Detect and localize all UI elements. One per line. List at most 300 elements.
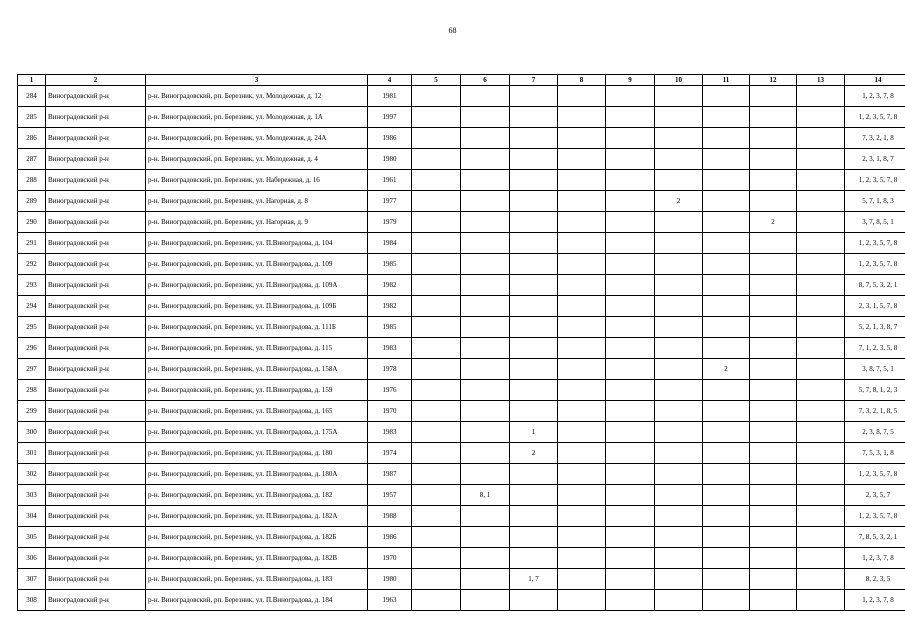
column-header: 4 (368, 75, 412, 86)
district-cell: Виноградовский р-н (46, 212, 146, 233)
col9-cell (606, 380, 655, 401)
col14-cell: 1, 2, 3, 5, 7, 8 (845, 170, 905, 191)
row-number: 288 (18, 170, 46, 191)
col8-cell (558, 359, 606, 380)
address-cell: р-н. Виноградовский, рп. Березник, ул. Молодежная, д. 1А (146, 107, 368, 128)
row-number: 293 (18, 275, 46, 296)
district-cell: Виноградовский р-н (46, 86, 146, 107)
col11-cell (703, 422, 750, 443)
col12-cell (750, 590, 797, 611)
col9-cell (606, 359, 655, 380)
row-number: 284 (18, 86, 46, 107)
col11-cell (703, 317, 750, 338)
col11-cell (703, 191, 750, 212)
column-header: 1 (18, 75, 46, 86)
col13-cell (797, 527, 845, 548)
col6-cell (461, 422, 510, 443)
district-cell: Виноградовский р-н (46, 590, 146, 611)
col13-cell (797, 170, 845, 191)
col10-cell (655, 296, 703, 317)
col14-cell: 8, 7, 5, 3, 2, 1 (845, 275, 905, 296)
col12-cell (750, 317, 797, 338)
row-number: 303 (18, 485, 46, 506)
year-cell: 1988 (368, 506, 412, 527)
col10-cell: 2 (655, 191, 703, 212)
col13-cell (797, 359, 845, 380)
district-cell: Виноградовский р-н (46, 128, 146, 149)
year-cell: 1986 (368, 527, 412, 548)
col9-cell (606, 317, 655, 338)
address-cell: р-н. Виноградовский, рп. Березник, ул. П.Виноградова, д. 104 (146, 233, 368, 254)
address-cell: р-н. Виноградовский, рп. Березник, ул. Молодежная, д. 24А (146, 128, 368, 149)
col9-cell (606, 464, 655, 485)
col11-cell (703, 254, 750, 275)
district-cell: Виноградовский р-н (46, 380, 146, 401)
col10-cell (655, 401, 703, 422)
table-row (18, 317, 905, 338)
col10-cell (655, 506, 703, 527)
year-cell: 1986 (368, 128, 412, 149)
col11-cell (703, 275, 750, 296)
col6-cell (461, 380, 510, 401)
row-number: 286 (18, 128, 46, 149)
col7-cell (510, 170, 558, 191)
col10-cell (655, 107, 703, 128)
col11-cell (703, 569, 750, 590)
col5-cell (412, 506, 461, 527)
table-body (18, 86, 905, 611)
col12-cell (750, 569, 797, 590)
col11-cell (703, 527, 750, 548)
col6-cell (461, 275, 510, 296)
col6-cell (461, 443, 510, 464)
table-row (18, 107, 905, 128)
col5-cell (412, 338, 461, 359)
table-row (18, 233, 905, 254)
col5-cell (412, 275, 461, 296)
col13-cell (797, 296, 845, 317)
col5-cell (412, 212, 461, 233)
table-row (18, 401, 905, 422)
row-number: 304 (18, 506, 46, 527)
row-number: 296 (18, 338, 46, 359)
col10-cell (655, 422, 703, 443)
district-cell: Виноградовский р-н (46, 506, 146, 527)
col11-cell (703, 296, 750, 317)
col7-cell (510, 338, 558, 359)
address-cell: р-н. Виноградовский, рп. Березник, ул. П.Виноградова, д. 183 (146, 569, 368, 590)
col5-cell (412, 128, 461, 149)
col14-cell: 7, 8, 5, 3, 2, 1 (845, 527, 905, 548)
col5-cell (412, 254, 461, 275)
address-cell: р-н. Виноградовский, рп. Березник, ул. П.Виноградова, д. 109А (146, 275, 368, 296)
col5-cell (412, 107, 461, 128)
col12-cell (750, 485, 797, 506)
address-cell: р-н. Виноградовский, рп. Березник, ул. Нагорная, д. 8 (146, 191, 368, 212)
col12-cell (750, 233, 797, 254)
col8-cell (558, 170, 606, 191)
table-row (18, 149, 905, 170)
col8-cell (558, 212, 606, 233)
district-cell: Виноградовский р-н (46, 170, 146, 191)
col6-cell (461, 506, 510, 527)
year-cell: 1974 (368, 443, 412, 464)
row-number: 306 (18, 548, 46, 569)
col8-cell (558, 233, 606, 254)
table-row (18, 590, 905, 611)
district-cell: Виноградовский р-н (46, 569, 146, 590)
column-header: 6 (461, 75, 510, 86)
table-row (18, 296, 905, 317)
col12-cell (750, 401, 797, 422)
col13-cell (797, 506, 845, 527)
col5-cell (412, 170, 461, 191)
col7-cell (510, 275, 558, 296)
col12-cell (750, 107, 797, 128)
col6-cell (461, 212, 510, 233)
col7-cell: 1, 7 (510, 569, 558, 590)
address-cell: р-н. Виноградовский, рп. Березник, ул. Набережная, д. 16 (146, 170, 368, 191)
col10-cell (655, 527, 703, 548)
col12-cell (750, 170, 797, 191)
col5-cell (412, 149, 461, 170)
col9-cell (606, 149, 655, 170)
col13-cell (797, 485, 845, 506)
address-cell: р-н. Виноградовский, рп. Березник, ул. П.Виноградова, д. 158А (146, 359, 368, 380)
district-cell: Виноградовский р-н (46, 548, 146, 569)
col11-cell (703, 590, 750, 611)
col13-cell (797, 191, 845, 212)
col13-cell (797, 401, 845, 422)
col12-cell (750, 359, 797, 380)
col13-cell (797, 569, 845, 590)
row-number: 287 (18, 149, 46, 170)
col11-cell (703, 338, 750, 359)
col14-cell: 1, 2, 3, 5, 7, 8 (845, 254, 905, 275)
col11-cell (703, 86, 750, 107)
col13-cell (797, 548, 845, 569)
row-number: 307 (18, 569, 46, 590)
address-cell: р-н. Виноградовский, рп. Березник, ул. П.Виноградова, д. 109 (146, 254, 368, 275)
col11-cell (703, 548, 750, 569)
col7-cell (510, 107, 558, 128)
col10-cell (655, 317, 703, 338)
table-row (18, 170, 905, 191)
district-cell: Виноградовский р-н (46, 191, 146, 212)
col12-cell (750, 548, 797, 569)
col7-cell (510, 527, 558, 548)
col13-cell (797, 86, 845, 107)
col7-cell (510, 128, 558, 149)
column-header: 11 (703, 75, 750, 86)
col11-cell (703, 464, 750, 485)
col6-cell (461, 233, 510, 254)
col13-cell (797, 443, 845, 464)
address-cell: р-н. Виноградовский, рп. Березник, ул. П.Виноградова, д. 182Б (146, 527, 368, 548)
col8-cell (558, 569, 606, 590)
col11-cell (703, 233, 750, 254)
col11-cell (703, 380, 750, 401)
row-number: 305 (18, 527, 46, 548)
col13-cell (797, 464, 845, 485)
col7-cell: 1 (510, 422, 558, 443)
col7-cell (510, 506, 558, 527)
col10-cell (655, 485, 703, 506)
col9-cell (606, 233, 655, 254)
col12-cell (750, 128, 797, 149)
col6-cell (461, 569, 510, 590)
col8-cell (558, 275, 606, 296)
year-cell: 1984 (368, 233, 412, 254)
year-cell: 1982 (368, 296, 412, 317)
col10-cell (655, 569, 703, 590)
year-cell: 1980 (368, 149, 412, 170)
year-cell: 1987 (368, 464, 412, 485)
col6-cell (461, 527, 510, 548)
col13-cell (797, 590, 845, 611)
col12-cell (750, 254, 797, 275)
col8-cell (558, 380, 606, 401)
column-header: 7 (510, 75, 558, 86)
col6-cell: 8, 1 (461, 485, 510, 506)
col11-cell (703, 506, 750, 527)
col7-cell (510, 548, 558, 569)
col10-cell (655, 212, 703, 233)
col14-cell: 1, 2, 3, 5, 7, 8 (845, 107, 905, 128)
col9-cell (606, 485, 655, 506)
address-cell: р-н. Виноградовский, рп. Березник, ул. Молодежная, д. 4 (146, 149, 368, 170)
row-number: 290 (18, 212, 46, 233)
col12-cell: 2 (750, 212, 797, 233)
col14-cell: 1, 2, 3, 7, 8 (845, 86, 905, 107)
district-cell: Виноградовский р-н (46, 107, 146, 128)
col8-cell (558, 254, 606, 275)
col13-cell (797, 212, 845, 233)
table-row (18, 191, 905, 212)
col9-cell (606, 107, 655, 128)
col13-cell (797, 233, 845, 254)
col10-cell (655, 359, 703, 380)
col7-cell: 2 (510, 443, 558, 464)
row-number: 295 (18, 317, 46, 338)
col6-cell (461, 401, 510, 422)
table-row (18, 506, 905, 527)
col10-cell (655, 149, 703, 170)
col7-cell (510, 317, 558, 338)
col8-cell (558, 464, 606, 485)
address-cell: р-н. Виноградовский, рп. Березник, ул. П.Виноградова, д. 159 (146, 380, 368, 401)
col13-cell (797, 422, 845, 443)
col13-cell (797, 149, 845, 170)
col11-cell (703, 443, 750, 464)
col12-cell (750, 443, 797, 464)
col10-cell (655, 380, 703, 401)
col9-cell (606, 422, 655, 443)
col5-cell (412, 296, 461, 317)
col14-cell: 5, 7, 1, 8, 3 (845, 191, 905, 212)
col7-cell (510, 485, 558, 506)
col7-cell (510, 86, 558, 107)
col8-cell (558, 317, 606, 338)
col5-cell (412, 485, 461, 506)
column-header: 3 (146, 75, 368, 86)
col13-cell (797, 128, 845, 149)
column-header: 2 (46, 75, 146, 86)
col5-cell (412, 422, 461, 443)
col14-cell: 1, 2, 3, 7, 8 (845, 548, 905, 569)
col11-cell (703, 170, 750, 191)
col10-cell (655, 170, 703, 191)
col14-cell: 3, 7, 8, 5, 1 (845, 212, 905, 233)
col6-cell (461, 590, 510, 611)
district-cell: Виноградовский р-н (46, 401, 146, 422)
col9-cell (606, 296, 655, 317)
year-cell: 1977 (368, 191, 412, 212)
row-number: 289 (18, 191, 46, 212)
address-cell: р-н. Виноградовский, рп. Березник, ул. Молодежная, д. 12 (146, 86, 368, 107)
column-header: 14 (845, 75, 905, 86)
table-row (18, 212, 905, 233)
housing-register-table (17, 74, 905, 611)
year-cell: 1961 (368, 170, 412, 191)
row-number: 302 (18, 464, 46, 485)
table-row (18, 485, 905, 506)
year-cell: 1957 (368, 485, 412, 506)
column-header: 5 (412, 75, 461, 86)
col8-cell (558, 191, 606, 212)
col11-cell (703, 485, 750, 506)
col11-cell: 2 (703, 359, 750, 380)
col8-cell (558, 107, 606, 128)
year-cell: 1976 (368, 380, 412, 401)
year-cell: 1982 (368, 275, 412, 296)
year-cell: 1980 (368, 569, 412, 590)
address-cell: р-н. Виноградовский, рп. Березник, ул. Нагорная, д. 9 (146, 212, 368, 233)
address-cell: р-н. Виноградовский, рп. Березник, ул. П.Виноградова, д. 165 (146, 401, 368, 422)
col13-cell (797, 254, 845, 275)
col12-cell (750, 149, 797, 170)
page-number: 68 (448, 26, 457, 35)
col7-cell (510, 296, 558, 317)
col7-cell (510, 191, 558, 212)
col10-cell (655, 548, 703, 569)
col10-cell (655, 254, 703, 275)
col7-cell (510, 401, 558, 422)
col5-cell (412, 380, 461, 401)
district-cell: Виноградовский р-н (46, 485, 146, 506)
col13-cell (797, 380, 845, 401)
district-cell: Виноградовский р-н (46, 254, 146, 275)
col5-cell (412, 590, 461, 611)
col9-cell (606, 128, 655, 149)
col12-cell (750, 380, 797, 401)
district-cell: Виноградовский р-н (46, 317, 146, 338)
col8-cell (558, 128, 606, 149)
col9-cell (606, 338, 655, 359)
col6-cell (461, 254, 510, 275)
year-cell: 1983 (368, 422, 412, 443)
district-cell: Виноградовский р-н (46, 149, 146, 170)
col6-cell (461, 359, 510, 380)
col6-cell (461, 464, 510, 485)
col5-cell (412, 401, 461, 422)
district-cell: Виноградовский р-н (46, 338, 146, 359)
col10-cell (655, 233, 703, 254)
col9-cell (606, 254, 655, 275)
col14-cell: 5, 7, 8, 1, 2, 3 (845, 380, 905, 401)
district-cell: Виноградовский р-н (46, 359, 146, 380)
address-cell: р-н. Виноградовский, рп. Березник, ул. П.Виноградова, д. 109Б (146, 296, 368, 317)
col5-cell (412, 569, 461, 590)
col12-cell (750, 296, 797, 317)
row-number: 294 (18, 296, 46, 317)
col8-cell (558, 548, 606, 569)
col5-cell (412, 233, 461, 254)
table-row (18, 86, 905, 107)
col14-cell: 3, 8, 7, 5, 1 (845, 359, 905, 380)
row-number: 301 (18, 443, 46, 464)
col13-cell (797, 338, 845, 359)
address-cell: р-н. Виноградовский, рп. Березник, ул. П.Виноградова, д. 182В (146, 548, 368, 569)
col6-cell (461, 128, 510, 149)
table-row (18, 128, 905, 149)
col13-cell (797, 317, 845, 338)
col7-cell (510, 590, 558, 611)
header-row (18, 75, 905, 86)
col12-cell (750, 275, 797, 296)
district-cell: Виноградовский р-н (46, 422, 146, 443)
col10-cell (655, 128, 703, 149)
col6-cell (461, 86, 510, 107)
col12-cell (750, 527, 797, 548)
address-cell: р-н. Виноградовский, рп. Березник, ул. П.Виноградова, д. 175А (146, 422, 368, 443)
col5-cell (412, 548, 461, 569)
col10-cell (655, 590, 703, 611)
col6-cell (461, 338, 510, 359)
table-row (18, 338, 905, 359)
year-cell: 1981 (368, 86, 412, 107)
col11-cell (703, 128, 750, 149)
address-cell: р-н. Виноградовский, рп. Березник, ул. П.Виноградова, д. 184 (146, 590, 368, 611)
col8-cell (558, 443, 606, 464)
col14-cell: 7, 5, 3, 1, 8 (845, 443, 905, 464)
col7-cell (510, 380, 558, 401)
address-cell: р-н. Виноградовский, рп. Березник, ул. П.Виноградова, д. 111Б (146, 317, 368, 338)
col14-cell: 7, 3, 2, 1, 8, 5 (845, 401, 905, 422)
address-cell: р-н. Виноградовский, рп. Березник, ул. П.Виноградова, д. 115 (146, 338, 368, 359)
district-cell: Виноградовский р-н (46, 527, 146, 548)
table-row (18, 527, 905, 548)
col9-cell (606, 86, 655, 107)
column-header: 8 (558, 75, 606, 86)
col9-cell (606, 527, 655, 548)
col5-cell (412, 86, 461, 107)
row-number: 299 (18, 401, 46, 422)
year-cell: 1985 (368, 254, 412, 275)
col8-cell (558, 86, 606, 107)
col14-cell: 7, 1, 2, 3, 5, 8 (845, 338, 905, 359)
col10-cell (655, 86, 703, 107)
col9-cell (606, 569, 655, 590)
col12-cell (750, 86, 797, 107)
col9-cell (606, 212, 655, 233)
col12-cell (750, 422, 797, 443)
col9-cell (606, 443, 655, 464)
col8-cell (558, 527, 606, 548)
district-cell: Виноградовский р-н (46, 275, 146, 296)
year-cell: 1983 (368, 338, 412, 359)
col14-cell: 2, 3, 8, 7, 5 (845, 422, 905, 443)
